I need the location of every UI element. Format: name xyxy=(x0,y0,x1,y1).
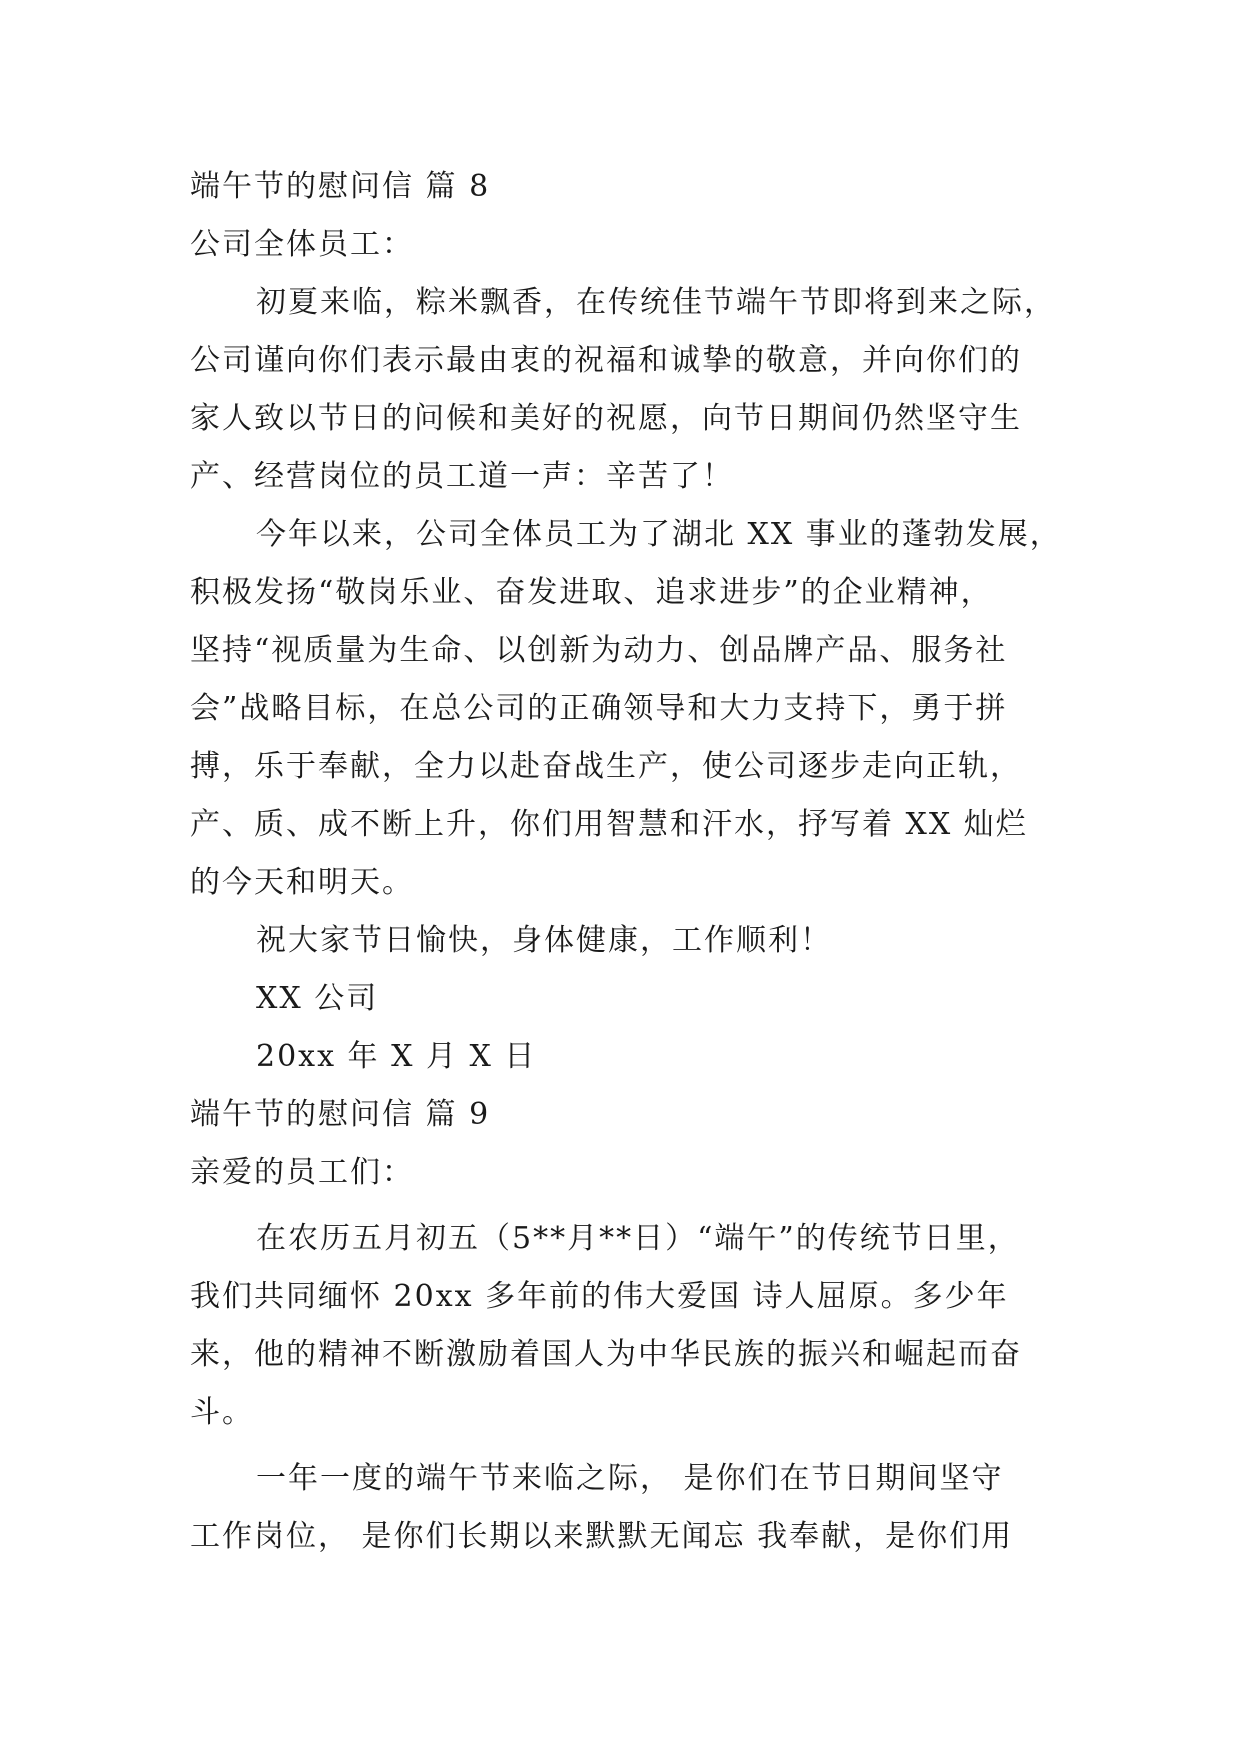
paragraph-line: 我们共同缅怀 20xx 多年前的伟大爱国 诗人屈原。多少年 xyxy=(190,1279,1009,1314)
paragraph-line: 的今天和明天。 xyxy=(190,865,414,900)
paragraph-line: 产、经营岗位的员工道一声：辛苦了！ xyxy=(190,459,734,494)
letter-8-salutation: 公司全体员工： xyxy=(190,227,414,262)
paragraph-line: 在农历五月初五（5**月**日）“端午”的传统节日里， xyxy=(256,1221,1020,1256)
paragraph-line: 搏，乐于奉献，全力以赴奋战生产，使公司逐步走向正轨， xyxy=(190,749,1022,784)
letter-9-paragraph-1 xyxy=(190,1210,1070,1442)
letter-8-paragraph-1 xyxy=(190,274,1070,506)
letter-9-salutation: 亲爱的员工们： xyxy=(190,1155,414,1190)
paragraph-line: 一年一度的端午节来临之际， 是你们在节日期间坚守 xyxy=(256,1461,1004,1496)
paragraph-line: 公司谨向你们表示最由衷的祝福和诚挚的敬意，并向你们的 xyxy=(190,343,1022,378)
letter-8-paragraph-2 xyxy=(190,506,1070,912)
paragraph-line: 积极发扬“敬岗乐业、奋发进取、追求进步”的企业精神， xyxy=(190,575,993,610)
letter-8-date: 20xx 年 X 月 X 日 xyxy=(256,1039,537,1074)
paragraph-line: 会”战略目标，在总公司的正确领导和大力支持下，勇于拼 xyxy=(190,691,1008,726)
letter-9-title: 端午节的慰问信 篇 9 xyxy=(190,1097,491,1132)
document-page xyxy=(190,158,1070,1566)
paragraph-line: 家人致以节日的问候和美好的祝愿，向节日期间仍然坚守生 xyxy=(190,401,1022,436)
paragraph-line: 今年以来，公司全体员工为了湖北 XX 事业的蓬勃发展， xyxy=(256,517,1062,552)
paragraph-line: 产、质、成不断上升，你们用智慧和汗水，抒写着 XX 灿烂 xyxy=(190,807,1028,842)
letter-8-wish: 祝大家节日愉快，身体健康，工作顺利！ xyxy=(256,923,832,958)
paragraph-line: 初夏来临，粽米飘香，在传统佳节端午节即将到来之际， xyxy=(256,285,1056,320)
letter-8-signature: XX 公司 xyxy=(256,981,379,1016)
paragraph-line: 坚持“视质量为生命、以创新为动力、创品牌产品、服务社 xyxy=(190,633,1008,668)
letter-9-paragraph-2 xyxy=(190,1450,1070,1566)
paragraph-line: 工作岗位， 是你们长期以来默默无闻忘 我奉献，是你们用 xyxy=(190,1519,1014,1554)
letter-8-title: 端午节的慰问信 篇 8 xyxy=(190,169,491,204)
paragraph-line: 来，他的精神不断激励着国人为中华民族的振兴和崛起而奋 xyxy=(190,1337,1022,1372)
paragraph-line: 斗。 xyxy=(190,1395,254,1430)
